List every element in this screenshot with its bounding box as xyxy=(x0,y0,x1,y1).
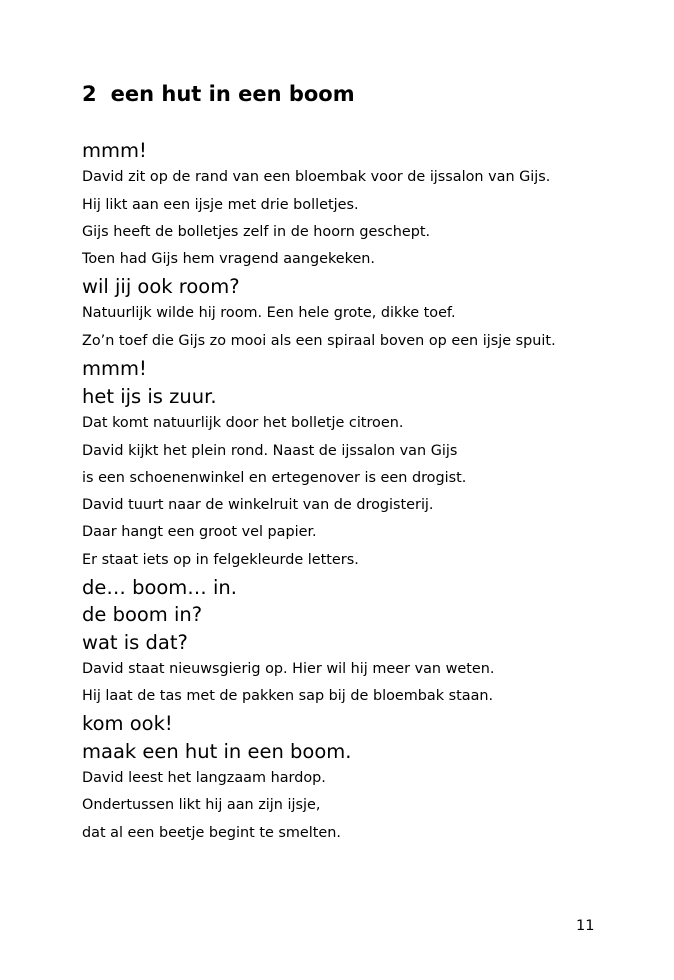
narrative-line: Er staat iets op in felgekleurde letters. xyxy=(82,552,359,568)
spoken-line: de… boom… in. xyxy=(82,576,237,599)
narrative-line: Natuurlijk wilde hij room. Een hele grote, dikke toef. xyxy=(82,305,456,321)
narrative-line: David tuurt naar de winkelruit van de drogisterij. xyxy=(82,497,434,513)
narrative-line: Zo’n toef die Gijs zo mooi als een spiraal boven op een ijsje spuit. xyxy=(82,333,556,349)
spoken-line: kom ook! xyxy=(82,712,173,735)
spoken-line: wil jij ook room? xyxy=(82,275,240,298)
narrative-line: David kijkt het plein rond. Naast de ijssalon van Gijs xyxy=(82,443,458,459)
narrative-line: Toen had Gijs hem vragend aangekeken. xyxy=(82,251,375,267)
narrative-line: Hij laat de tas met de pakken sap bij de bloembak staan. xyxy=(82,688,494,704)
narrative-line: is een schoenenwinkel en ertegenover is een drogist. xyxy=(82,470,467,486)
narrative-line: David zit op de rand van een bloembak voor de ijssalon van Gijs. xyxy=(82,169,551,185)
spoken-line: mmm! xyxy=(82,357,147,380)
spoken-line: de boom in? xyxy=(82,603,203,626)
spoken-line: maak een hut in een boom. xyxy=(82,740,352,763)
narrative-line: David staat nieuwsgierig op. Hier wil hij meer van weten. xyxy=(82,661,495,677)
narrative-line: Daar hangt een groot vel papier. xyxy=(82,524,317,540)
narrative-line: David leest het langzaam hardop. xyxy=(82,770,326,786)
narrative-line: Ondertussen likt hij aan zijn ijsje, xyxy=(82,797,321,813)
page-number: 11 xyxy=(576,918,595,934)
chapter-title: een hut in een boom xyxy=(110,82,355,106)
spoken-line: wat is dat? xyxy=(82,631,188,654)
chapter-heading xyxy=(82,79,355,109)
spoken-line: het ijs is zuur. xyxy=(82,385,217,408)
chapter-number: 2 xyxy=(82,82,97,106)
narrative-line: Gijs heeft de bolletjes zelf in de hoorn geschept. xyxy=(82,224,431,240)
spoken-line: mmm! xyxy=(82,139,147,162)
narrative-line: Hij likt aan een ijsje met drie bolletjes. xyxy=(82,197,359,213)
narrative-line: Dat komt natuurlijk door het bolletje citroen. xyxy=(82,415,404,431)
narrative-line: dat al een beetje begint te smelten. xyxy=(82,825,341,841)
